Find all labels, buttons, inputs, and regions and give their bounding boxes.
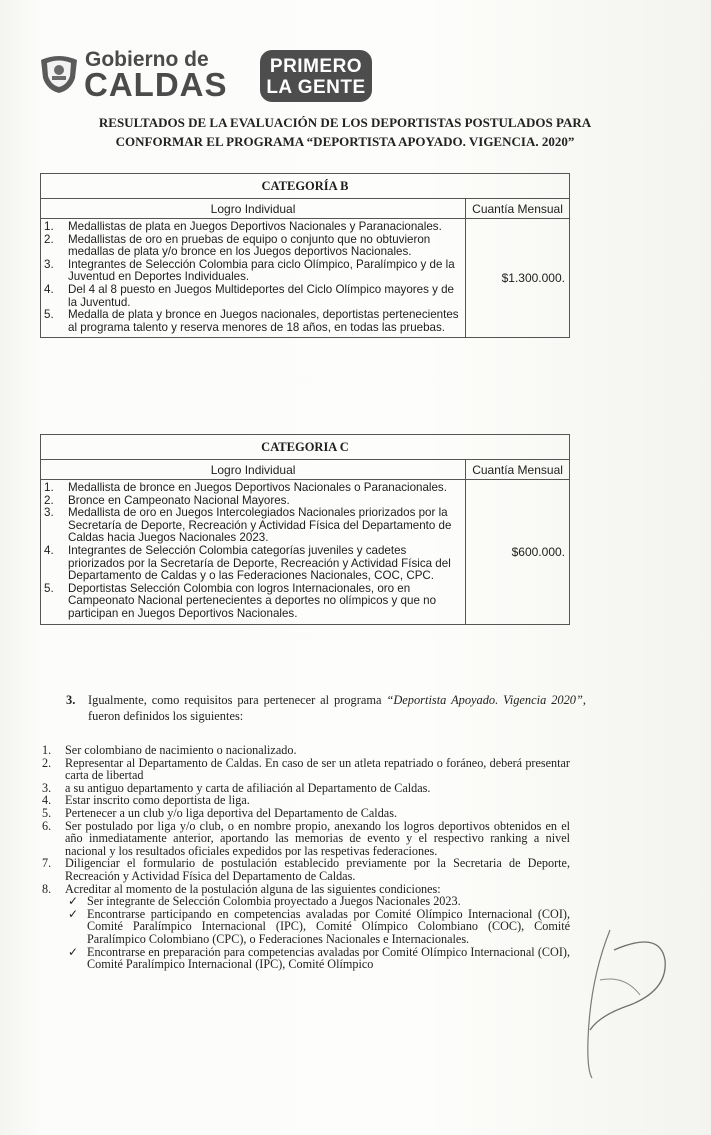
- category-b-items: [41, 219, 466, 338]
- category-b-table: [40, 173, 570, 338]
- category-b-title: CATEGORÍA B: [41, 174, 570, 199]
- checkmark-icon: ✓: [68, 944, 79, 959]
- category-b-amount: $1.300.000.: [466, 219, 570, 338]
- list-item: 5. Medalla de plata y bronce en Juegos nacionales, deportistas pertenecientes al programa talento y reserva menores de 18 años, en todas las pruebas.: [44, 308, 459, 334]
- signature-icon: [570, 920, 690, 1080]
- category-c-amount: $600.000.: [466, 480, 570, 625]
- caldas-shield-icon: [38, 52, 80, 94]
- gobierno-text: Gobierno de: [85, 48, 209, 71]
- section-3-text: Igualmente, como requisitos para pertenecer al programa: [88, 693, 387, 707]
- program-name: “Deportista Apoyado. Vigencia 2020”: [386, 693, 583, 707]
- title-line1: RESULTADOS DE LA EVALUACIÓN DE LOS DEPORTISTAS POSTULADOS PARA: [98, 115, 592, 130]
- col-logro-individual: Logro Individual: [41, 199, 466, 219]
- government-header: [38, 44, 368, 106]
- list-item: 3. Medallista de oro en Juegos Intercolegiados Nacionales priorizados por la Secretaría de Deporte, Recreación y Actividad Física del Departamento de Caldas hacia Juegos Nacionales 2023.: [44, 506, 452, 545]
- title-line2: CONFORMAR EL PROGRAMA “DEPORTISTA APOYADO. VIGENCIA. 2020”: [115, 134, 575, 149]
- list-item: 7. Diligenciar el formulario de postulación establecido previamente por la Secretaria de Deporte, Recreación y Actividad Física del Departamento de Caldas.: [42, 856, 570, 883]
- list-item: 4. Del 4 al 8 puesto en Juegos Multideportes del Ciclo Olímpico mayores y de la Juventud.: [44, 282, 455, 309]
- requirements-list: [42, 744, 570, 971]
- primero-la-gente-badge: [260, 50, 372, 102]
- section-3-text-end: , fueron definidos los siguientes:: [88, 693, 586, 723]
- section-3-paragraph: [66, 692, 586, 724]
- list-item: 2. Medallistas de oro en pruebas de equipo o conjunto que no obtuvieron medallas de plata y/o bronce en los Juegos deportivos Nacionales.: [44, 232, 431, 259]
- list-item: 8. Acreditar al momento de la postulación alguna de las siguientes condiciones: ✓ Ser integrante de Selección Colombia proyectado a Juegos Nacionales 2023. ✓ Encontrarse participando en competencias avaladas por Comité Olímpico Internacional (COI), Comité Paralímpico Internacional (IPC), Comité Olímpico Colombiano (COC), Comité Paralímpico Colombiano (CPC), o Federaciones Nacionales e Internacionales. ✓ Encontrarse en preparación para competencias avaladas por Comité Olímpico Internacional (COI), Comité Paralímpico Internacional (IPC), Comité Olímpico: [42, 881, 570, 972]
- list-item: 3. Integrantes de Selección Colombia para ciclo Olímpico, Paralímpico y de la Juventud en Deportes Individuales.: [44, 257, 455, 284]
- list-item: 2. Representar al Departamento de Caldas. En caso de ser un atleta repatriado o foráneo, deberá presentar carta de libertad: [42, 755, 570, 783]
- checkmark-icon: ✓: [68, 906, 79, 921]
- list-item: 2. Bronce en Campeonato Nacional Mayores.: [44, 493, 290, 507]
- list-item: 1. Ser colombiano de nacimiento o nacionalizado.: [42, 743, 297, 757]
- list-item: 4. Integrantes de Selección Colombia categorías juveniles y cadetes priorizados por la Secretaría de Deporte, Recreación y Actividad Física del Departamento de Caldas y o las Federaciones Nacionales, COC, CPC.: [44, 543, 451, 583]
- list-item: 4. Estar inscrito como deportista de liga.: [42, 793, 250, 808]
- list-item: 1. Medallistas de plata en Juegos Deportivos Nacionales y Paranacionales.: [44, 220, 442, 233]
- list-item: 6. Ser postulado por liga y/o club, o en nombre propio, anexando los logros deportivos obtenidos en el año inmediatamente anterior, aportando las memorias de evento y el respectivo ranking a nivel nacional y los resultados oficiales expedidos por las respetivas federaciones.: [42, 818, 570, 858]
- col-cuantia-mensual: Cuantía Mensual: [466, 199, 570, 219]
- category-c-items: [41, 480, 466, 625]
- slogan-line1: PRIMERO: [269, 56, 363, 77]
- caldas-logo-text: CALDAS: [84, 66, 228, 103]
- section-number: 3.: [66, 693, 76, 707]
- col-logro-individual: Logro Individual: [41, 460, 466, 480]
- list-item: 5. Pertenecer a un club y/o liga deportiva del Departamento de Caldas.: [42, 805, 397, 820]
- conditions-list: [65, 895, 570, 971]
- col-cuantia-mensual: Cuantía Mensual: [466, 460, 570, 480]
- category-c-title: CATEGORIA C: [41, 435, 570, 460]
- list-item: 5. Deportistas Selección Colombia con logros Internacionales, oro en Campeonato Nacional pertenecientes a deportes no olímpicos y que no participan en Juegos Deportivos Nacionales.: [44, 581, 437, 620]
- list-item: ✓ Ser integrante de Selección Colombia proyectado a Juegos Nacionales 2023.: [68, 894, 461, 909]
- checkmark-icon: ✓: [68, 894, 79, 909]
- list-item: ✓ Encontrarse participando en competencias avaladas por Comité Olímpico Internacional (COI), Comité Paralímpico Internacional (IPC), Comité Olímpico Colombiano (COC), Comité Paralímpico Colombiano (CPC), o Federaciones Nacionales e Internacionales.: [68, 906, 570, 946]
- list-item: 3. a su antiguo departamento y carta de afiliación al Departamento de Caldas.: [42, 780, 431, 795]
- list-item: ✓ Encontrarse en preparación para competencias avaladas por Comité Olímpico Internacional (COI), Comité Paralímpico Internacional (IPC), Comité Olímpico: [68, 944, 570, 972]
- document-title: [50, 113, 640, 151]
- slogan-line2: LA GENTE: [266, 77, 366, 98]
- category-c-table: [40, 434, 570, 625]
- list-item: 1. Medallista de bronce en Juegos Deportivos Nacionales o Paranacionales.: [44, 481, 447, 494]
